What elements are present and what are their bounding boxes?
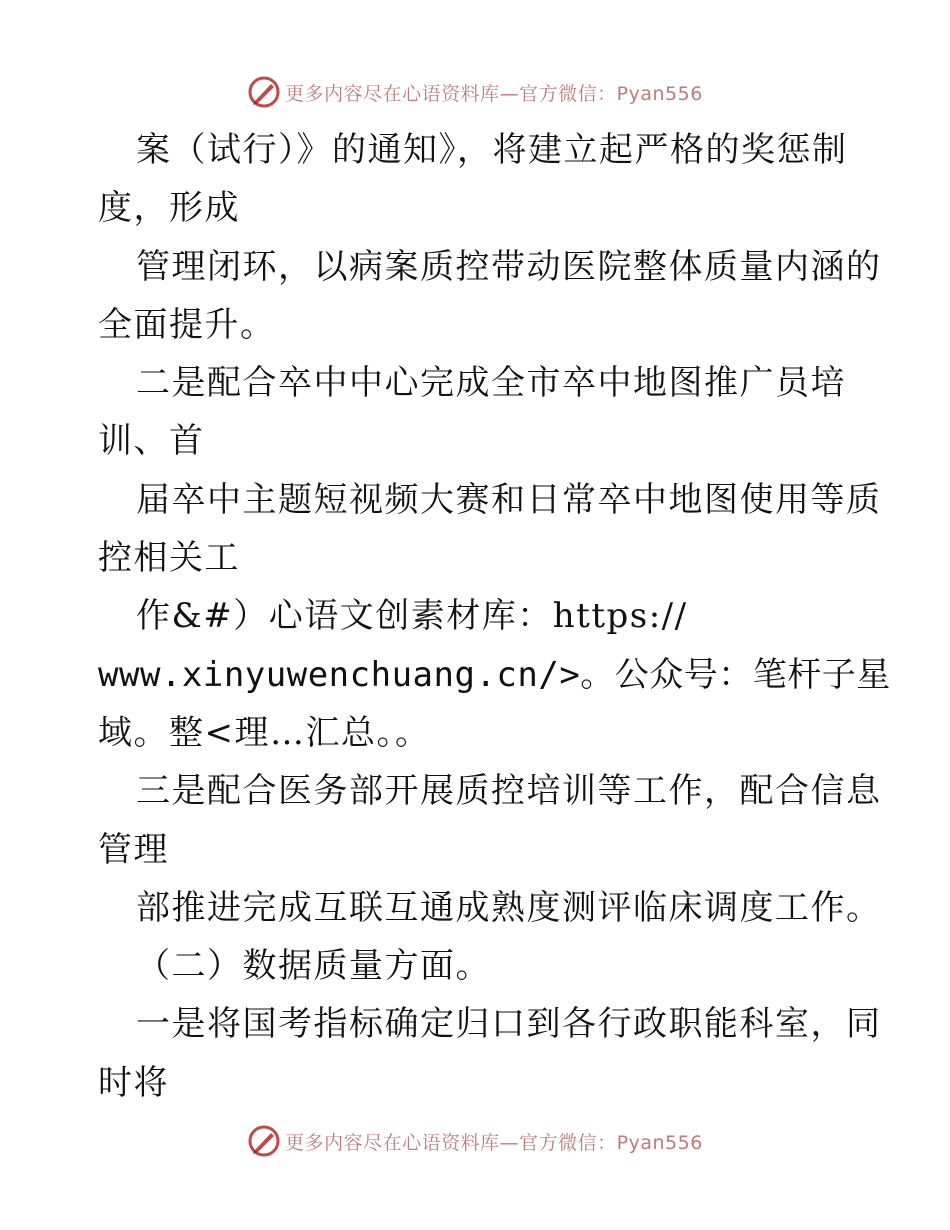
pen-seal-logo-icon bbox=[247, 75, 281, 109]
text-line: 作&#）心语文创素材库：https:// bbox=[136, 596, 688, 637]
text-line: 控相关工 bbox=[98, 538, 240, 579]
pen-seal-logo-icon bbox=[247, 1124, 281, 1158]
text-line: 训、首 bbox=[98, 421, 205, 462]
text-line: 案（试行）》的通知》，将建立起严格的奖惩制 bbox=[136, 130, 848, 170]
text-line: 届卒中主题短视频大赛和日常卒中地图使用等质 bbox=[136, 479, 882, 520]
text-line: 一是将国考指标确定归口到各行政职能科室，同 bbox=[136, 1004, 882, 1045]
text-line: 部推进完成互联互通成熟度测评临床调度工作。 bbox=[136, 887, 882, 928]
footer-watermark-text: 更多内容尽在心语资料库—官方微信：Pyan556 bbox=[285, 1131, 703, 1154]
header-watermark-text: 更多内容尽在心语资料库—官方微信：Pyan556 bbox=[285, 82, 703, 105]
text-line: （二）数据质量方面。 bbox=[136, 946, 491, 987]
text-line: 时将 bbox=[98, 1062, 169, 1103]
text-line: 度，形成 bbox=[98, 188, 240, 229]
text-line: 域。整<理…汇总。。 bbox=[98, 712, 431, 753]
text-line: 管理 bbox=[98, 829, 169, 870]
text-line: 管理闭环，以病案质控带动医院整体质量内涵的 bbox=[136, 246, 882, 287]
footer-watermark bbox=[0, 1121, 950, 1161]
header-watermark bbox=[0, 72, 950, 112]
document-body bbox=[98, 121, 891, 1112]
text-line: www.xinyuwenchuang.cn/>。公众号：笔杆子星 bbox=[98, 654, 891, 695]
text-line: 全面提升。 bbox=[98, 304, 276, 345]
text-line: 二是配合卒中中心完成全市卒中地图推广员培 bbox=[136, 363, 846, 404]
text-line: 三是配合医务部开展质控培训等工作，配合信息 bbox=[136, 771, 882, 812]
